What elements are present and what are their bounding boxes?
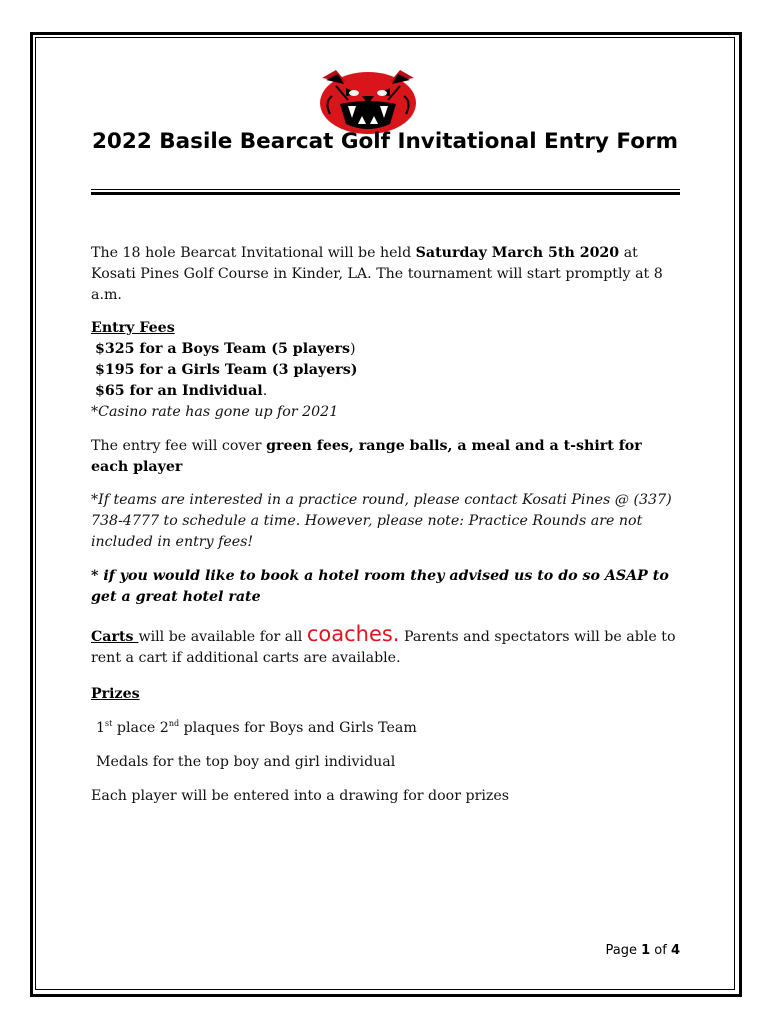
coverage-items: green fees, range balls, a meal and a t-shirt for each player xyxy=(91,438,642,475)
intro-text-cont: at Kosati Pines Golf Course in Kinder, LA. The tournament will start promptly at 8 a.m. xyxy=(91,245,663,303)
hotel-note-text: * if you would like to book a hotel room they advised us to do so ASAP to get a great hotel rate xyxy=(91,568,669,605)
coverage-paragraph xyxy=(91,436,683,478)
prize-medals xyxy=(91,752,688,773)
prizes-heading-row xyxy=(91,684,683,705)
form-title: 2022 Basile Bearcat Golf Invitational Entry Form xyxy=(91,129,679,154)
place-rest: plaques for Boys and Girls Team xyxy=(179,720,417,736)
prize-drawing xyxy=(91,786,683,807)
medals-text: Medals for the top boy and girl individual xyxy=(96,754,396,770)
fee-girls: $195 for a Girls Team (3 players) xyxy=(95,362,358,378)
coverage-text: The entry fee will cover xyxy=(91,438,267,454)
intro-text: The 18 hole Bearcat Invitational will be held xyxy=(91,245,416,261)
page-label: Page xyxy=(605,943,642,958)
event-date: Saturday March 5th 2020 xyxy=(415,245,620,261)
carts-paragraph xyxy=(91,624,683,669)
casino-note: *Casino rate has gone up for 2021 xyxy=(91,404,339,420)
title-divider-thick xyxy=(91,192,680,195)
practice-note-text: *If teams are interested in a practice round, please contact Kosati Pines @ (337) 738-4777 to schedule a time. However, please note: Practice Rounds are not included in entry fees! xyxy=(91,492,672,550)
entry-fees-section xyxy=(91,318,683,423)
title-divider-thin xyxy=(91,189,680,190)
entry-fees-heading: Entry Fees xyxy=(91,320,175,336)
fee-boys: $325 for a Boys Team (5 players xyxy=(95,341,351,357)
prize-places xyxy=(91,718,688,739)
fee-boys-close: ) xyxy=(350,341,356,357)
hotel-note xyxy=(91,566,683,608)
prizes-heading: Prizes xyxy=(91,686,140,702)
place1-num: 1 xyxy=(96,720,106,736)
fee-individual: $65 for an Individual xyxy=(95,383,263,399)
place2-sup: nd xyxy=(168,719,180,728)
fee-individual-end: . xyxy=(262,383,268,399)
place1-sup: st xyxy=(105,719,113,728)
drawing-text: Each player will be entered into a drawing for door prizes xyxy=(91,788,510,804)
page-total: 4 xyxy=(670,943,680,958)
page-of: of xyxy=(650,943,671,958)
place-mid: place 2 xyxy=(112,720,169,736)
intro-paragraph xyxy=(91,243,683,306)
carts-text-cont: Parents and spectators will be able to rent a cart if additional carts are available. xyxy=(91,629,676,666)
practice-note xyxy=(91,490,683,553)
page-number xyxy=(560,943,680,958)
page-current: 1 xyxy=(641,943,651,958)
coaches-highlight: coaches. xyxy=(306,622,400,646)
carts-text: will be available for all xyxy=(138,629,307,645)
carts-label: Carts xyxy=(91,629,139,645)
